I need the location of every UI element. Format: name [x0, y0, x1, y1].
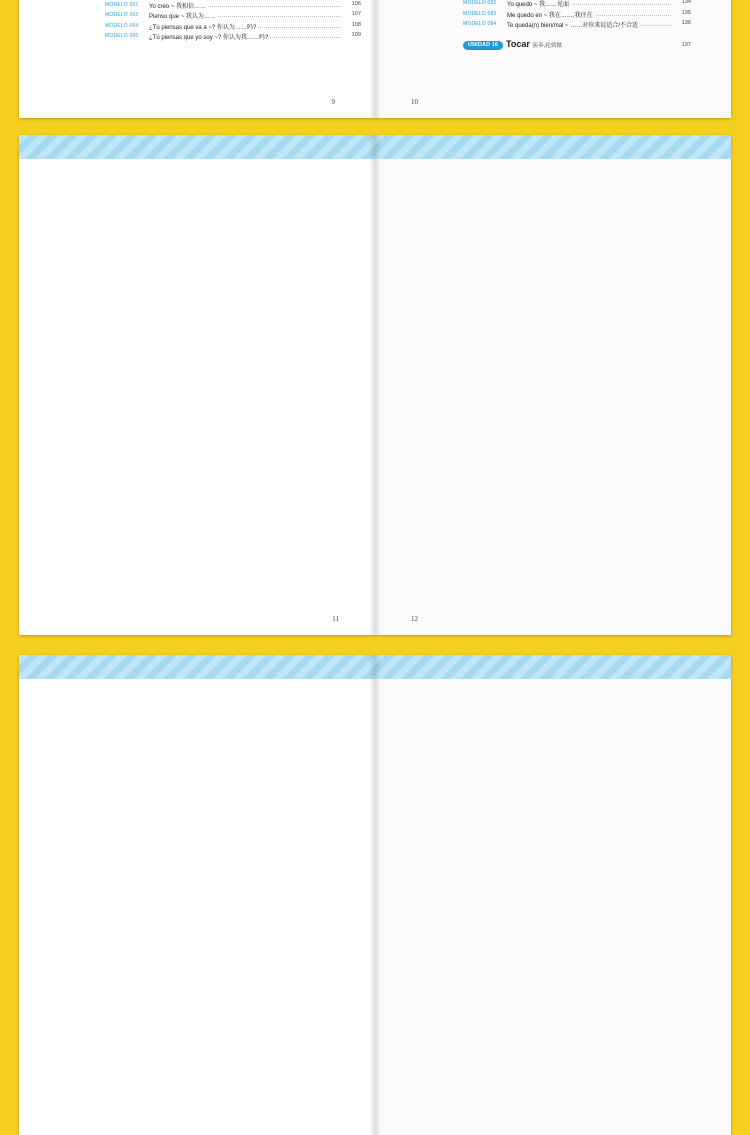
entry-page: 136	[681, 20, 691, 26]
entry-page: 134	[681, 0, 691, 5]
model-number: MODELO 083	[463, 10, 497, 17]
page-9	[19, 0, 375, 118]
entry-text: ¿Tú piensas que yo soy ~? 你认为我……吗?	[149, 32, 270, 41]
toc-entry	[105, 11, 361, 22]
page-number: 12	[411, 615, 418, 623]
entry-page: 106	[351, 0, 361, 7]
page-11	[19, 159, 375, 635]
toc-entry	[105, 1, 361, 12]
entry-page: 109	[351, 32, 361, 38]
book-gutter	[369, 0, 381, 118]
model-number: MODELO 063	[105, 12, 139, 18]
unit-title: Tocar 演奏,轮到做	[506, 38, 562, 49]
entry-text: Te queda(n) bien/mal ~ ……对你来说适合/不合适	[507, 20, 640, 29]
page-number: 11	[332, 615, 339, 623]
model-number: MODELO 064	[105, 22, 139, 29]
book-spread-1	[19, 0, 731, 118]
book-spread-3	[19, 655, 731, 1135]
unit-badge: UNIDAD 16	[463, 41, 503, 50]
unit-heading	[463, 37, 691, 57]
entry-text: Yo quedo ~ 我……见面	[507, 0, 571, 8]
entry-text: Yo creo ~ 我相信……	[149, 1, 208, 10]
page-number: 10	[411, 98, 418, 106]
entry-page: 107	[351, 11, 361, 17]
book-gutter	[369, 655, 381, 1135]
toc-entry	[105, 22, 361, 33]
unit-page: 137	[681, 41, 691, 48]
entry-page: 108	[351, 21, 361, 28]
page-number: 9	[331, 98, 335, 106]
page-10	[375, 0, 731, 118]
unit-subtitle: 演奏,轮到做	[532, 42, 562, 49]
book-spread-2	[19, 135, 731, 635]
page-13	[19, 679, 375, 1135]
model-number: MODELO 065	[105, 33, 139, 39]
page-14	[375, 679, 731, 1135]
entry-text: Me quedo en ~ 我在……,我住在	[507, 10, 595, 19]
book-gutter	[369, 135, 381, 635]
model-number: MODELO 062	[105, 1, 139, 8]
entry-text: Pienso que ~ 我认为……	[149, 11, 218, 20]
page-12	[375, 159, 731, 635]
model-number: MODELO 082	[463, 0, 497, 6]
toc-entry	[105, 32, 361, 43]
toc-entry	[463, 10, 691, 21]
entry-page: 135	[681, 9, 691, 16]
toc-entry	[463, 0, 691, 10]
entry-text: ¿Tú piensas que va a ~? 你认为……吗?	[149, 22, 258, 31]
model-number: MODELO 084	[463, 21, 497, 27]
toc-entry	[463, 20, 691, 31]
